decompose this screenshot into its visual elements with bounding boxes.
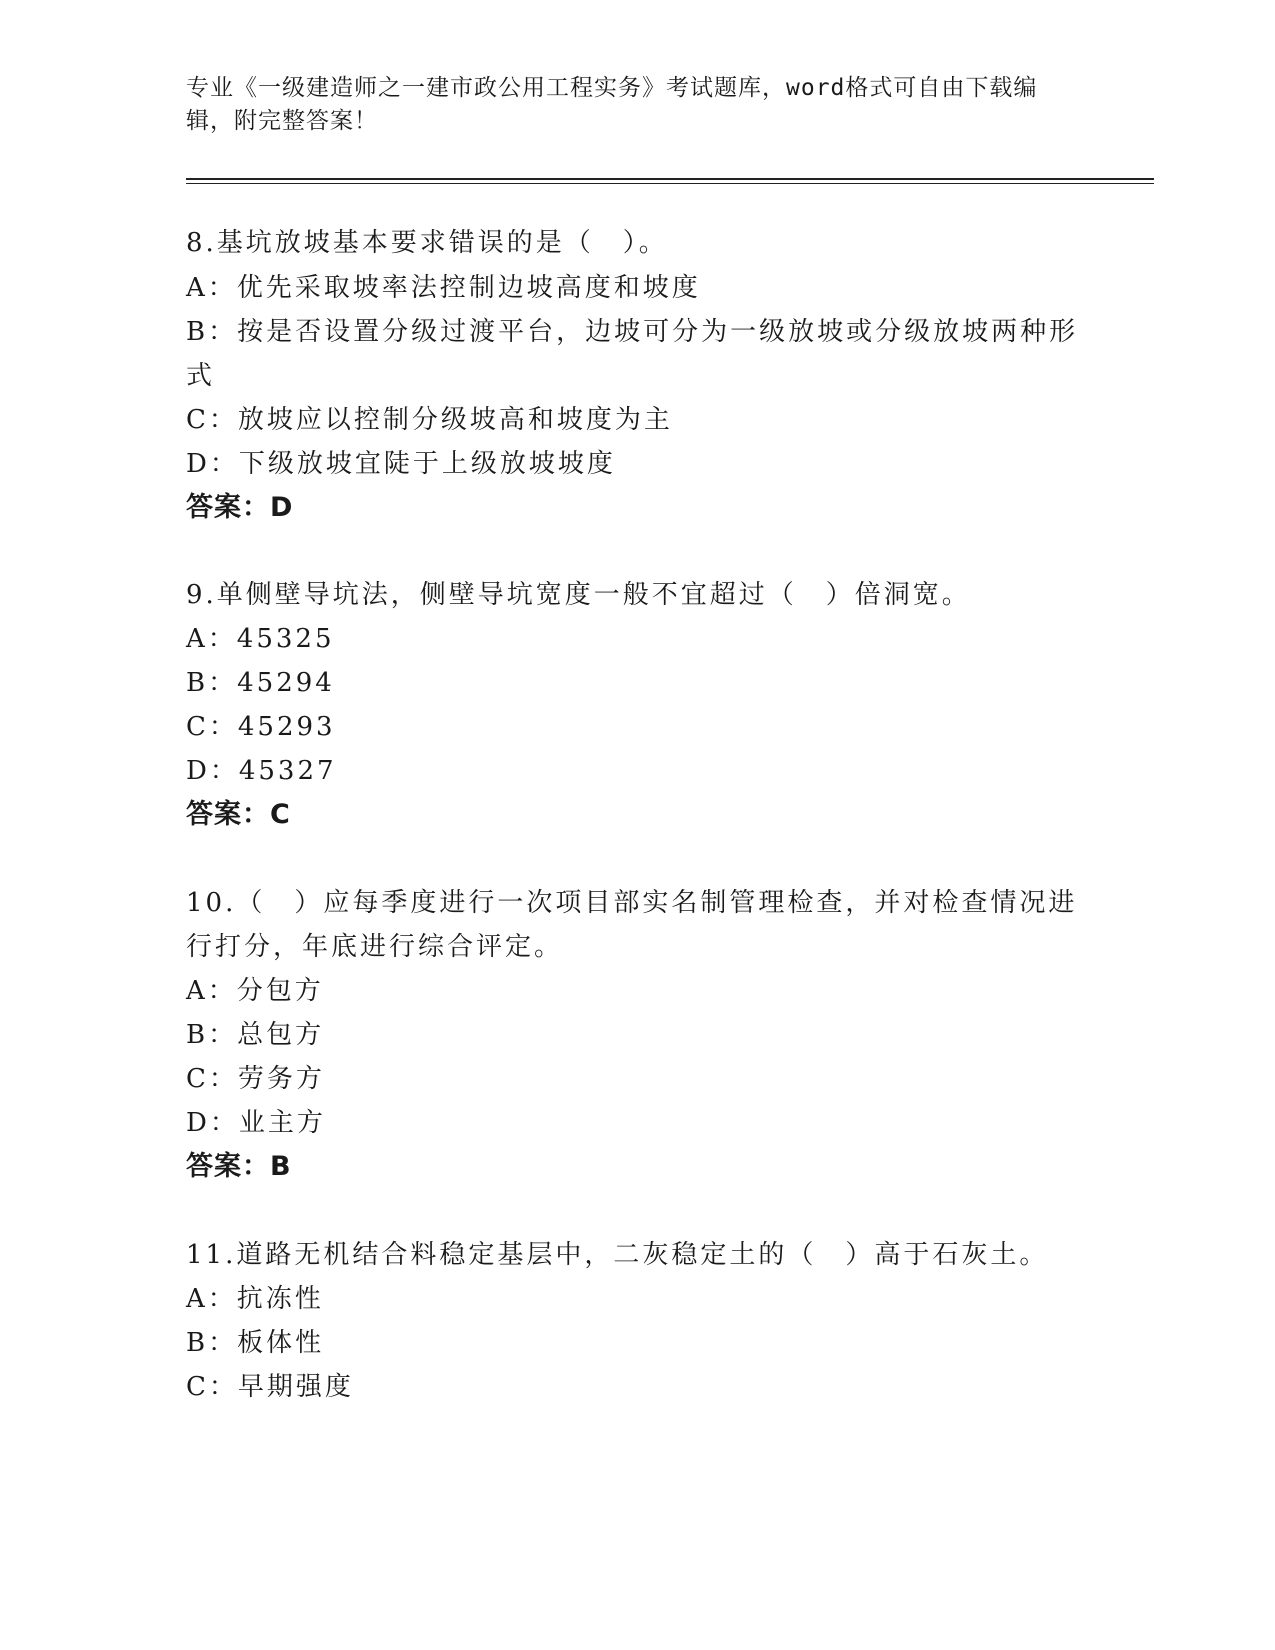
question-9-answer: 答案：C	[186, 799, 291, 830]
question-10-stem: 10.（ ）应每季度进行一次项目部实名制管理检查，并对检查情况进	[186, 888, 1078, 918]
question-8-option-b-cont: 式	[186, 361, 216, 391]
question-11-stem: 11.道路无机结合料稳定基层中，二灰稳定土的（ ）高于石灰土。	[186, 1240, 1049, 1270]
question-10-option-a: A：分包方	[186, 976, 324, 1006]
question-9-option-a: A：45325	[186, 624, 335, 654]
question-8-answer: 答案：D	[186, 492, 294, 523]
question-11-option-c: C：早期强度	[186, 1372, 354, 1402]
question-10-option-c: C：劳务方	[186, 1064, 325, 1094]
question-8-option-a: A：优先采取坡率法控制边坡高度和坡度	[186, 273, 701, 303]
header-line-2: 辑，附完整答案！	[186, 108, 378, 134]
question-8-stem: 8.基坑放坡基本要求错误的是（ ）。	[186, 228, 668, 258]
document-header	[186, 72, 1086, 138]
question-10-answer: 答案：B	[186, 1151, 292, 1182]
question-11-option-a: A：抗冻性	[186, 1284, 324, 1314]
question-10-stem-cont: 行打分，年底进行综合评定。	[186, 932, 564, 962]
header-divider-thick	[186, 178, 1154, 180]
question-9-stem: 9.单侧壁导坑法，侧壁导坑宽度一般不宜超过（ ）倍洞宽。	[186, 580, 971, 610]
question-10-option-b: B：总包方	[186, 1020, 325, 1050]
question-9-option-b: B：45294	[186, 668, 335, 698]
question-10-option-d: D：业主方	[186, 1108, 326, 1138]
question-9-option-c: C：45293	[186, 712, 336, 742]
question-11-option-b: B：板体性	[186, 1328, 325, 1358]
header-line-1: 专业《一级建造师之一建市政公用工程实务》考试题库，word格式可自由下载编	[186, 75, 1038, 101]
question-8-option-b: B：按是否设置分级过渡平台，边坡可分为一级放坡或分级放坡两种形	[186, 317, 1079, 347]
header-divider-thin	[186, 183, 1154, 184]
question-9-option-d: D：45327	[186, 756, 337, 786]
question-8-option-c: C：放坡应以控制分级坡高和坡度为主	[186, 405, 673, 435]
question-8-option-d: D：下级放坡宜陡于上级放坡坡度	[186, 449, 616, 479]
